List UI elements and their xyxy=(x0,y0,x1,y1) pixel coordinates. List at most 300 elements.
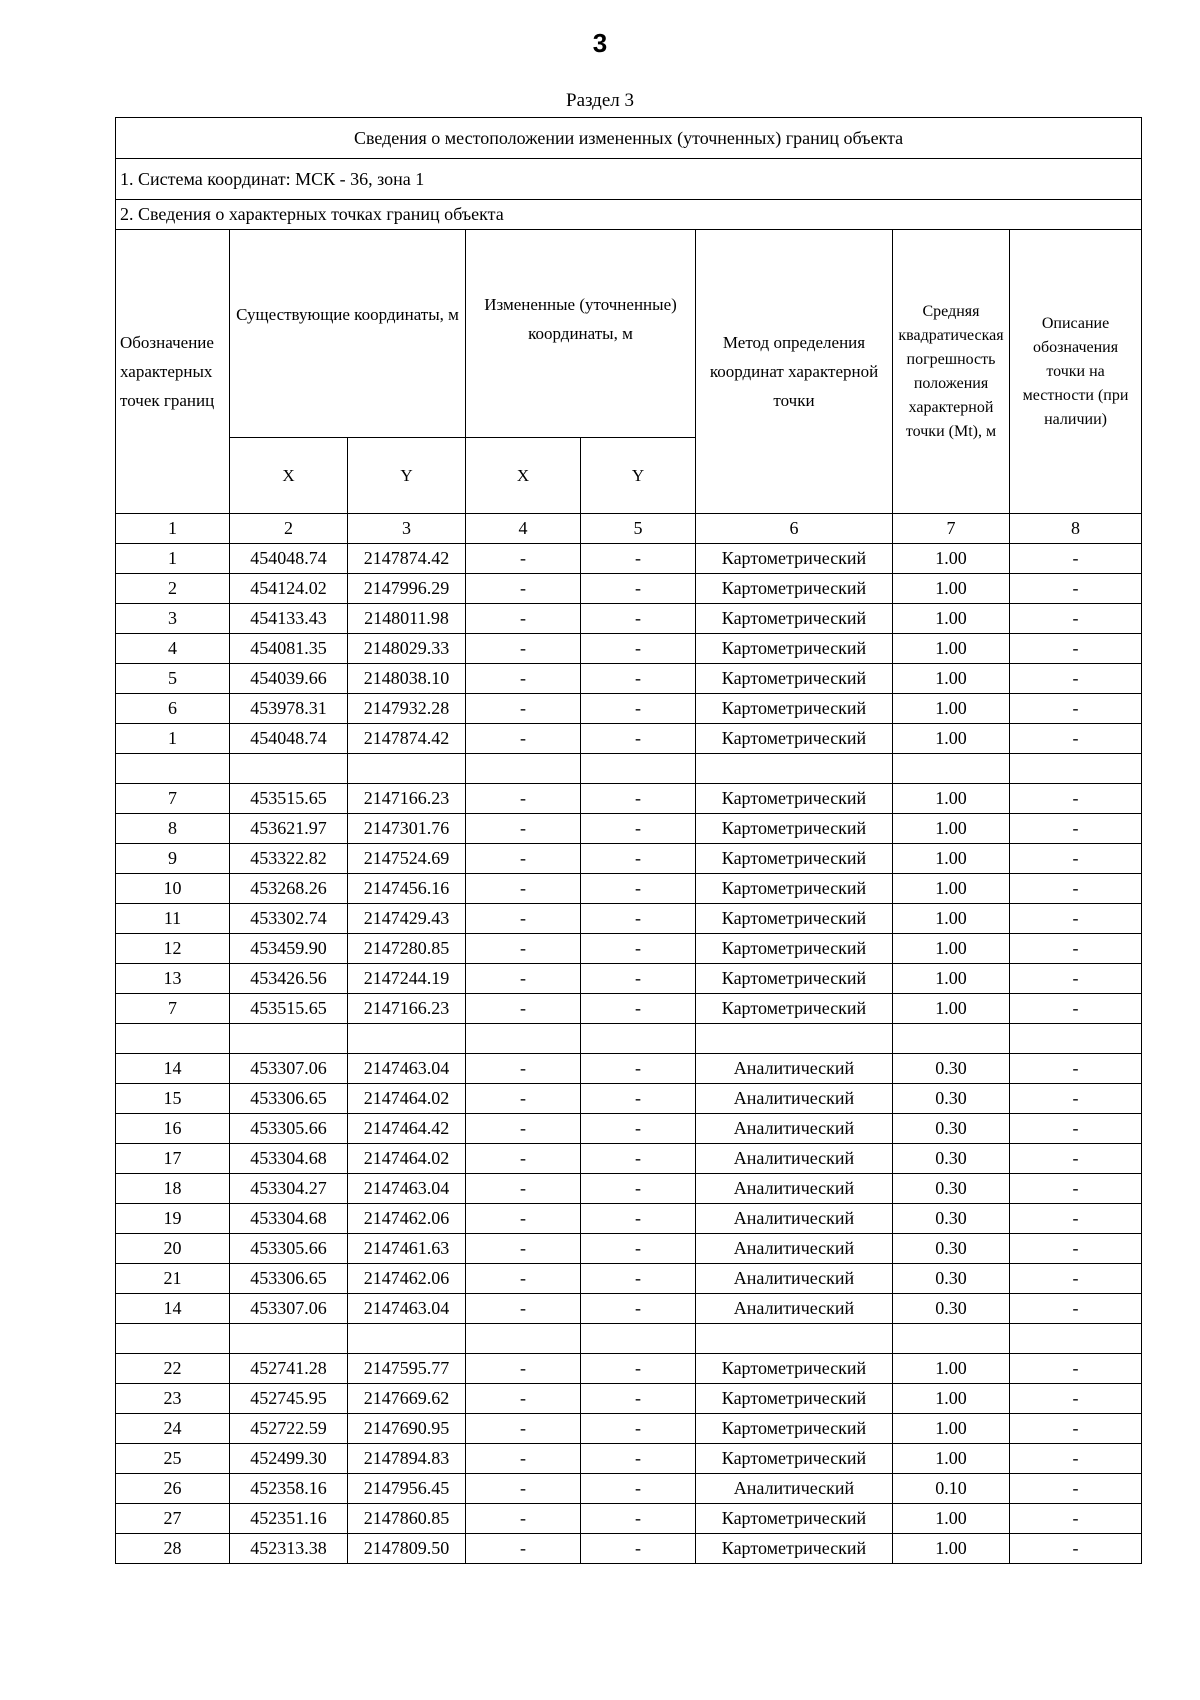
existing-y-cell: 2147996.29 xyxy=(348,574,466,604)
existing-y-cell: 2147464.02 xyxy=(348,1144,466,1174)
existing-x-cell: 453304.27 xyxy=(230,1174,348,1204)
description-cell: - xyxy=(1010,1384,1142,1414)
accuracy-cell: 0.30 xyxy=(893,1204,1010,1234)
changed-y-cell: - xyxy=(581,724,696,754)
column-number: 6 xyxy=(696,514,893,544)
method-cell: Картометрический xyxy=(696,694,893,724)
point-id-cell: 18 xyxy=(116,1174,230,1204)
table-body xyxy=(116,118,1142,1564)
description-cell: - xyxy=(1010,814,1142,844)
method-cell: Картометрический xyxy=(696,1384,893,1414)
point-id-cell: 4 xyxy=(116,634,230,664)
existing-y-cell: 2148038.10 xyxy=(348,664,466,694)
existing-x-cell: 453426.56 xyxy=(230,964,348,994)
coordinates-table xyxy=(115,117,1142,1564)
description-cell: - xyxy=(1010,664,1142,694)
column-number-row xyxy=(116,514,1142,544)
point-id-cell: 28 xyxy=(116,1534,230,1564)
accuracy-cell: 1.00 xyxy=(893,994,1010,1024)
existing-x-cell: 453307.06 xyxy=(230,1294,348,1324)
existing-y-cell: 2147244.19 xyxy=(348,964,466,994)
empty-cell xyxy=(1010,1024,1142,1054)
existing-y-cell: 2147464.02 xyxy=(348,1084,466,1114)
description-cell: - xyxy=(1010,784,1142,814)
method-cell: Картометрический xyxy=(696,814,893,844)
existing-y-cell: 2147595.77 xyxy=(348,1354,466,1384)
changed-y-cell: - xyxy=(581,1144,696,1174)
accuracy-cell: 0.30 xyxy=(893,1144,1010,1174)
coord-system: 1. Система координат: МСК - 36, зона 1 xyxy=(116,159,1142,200)
accuracy-cell: 1.00 xyxy=(893,664,1010,694)
point-id-cell: 23 xyxy=(116,1384,230,1414)
existing-x-cell: 453322.82 xyxy=(230,844,348,874)
existing-x-cell: 452351.16 xyxy=(230,1504,348,1534)
description-cell: - xyxy=(1010,1354,1142,1384)
table-row xyxy=(116,1534,1142,1564)
existing-x-cell: 453515.65 xyxy=(230,784,348,814)
point-id-cell: 21 xyxy=(116,1264,230,1294)
column-number: 2 xyxy=(230,514,348,544)
empty-cell xyxy=(893,1024,1010,1054)
spacer-row xyxy=(116,1024,1142,1054)
point-id-cell: 13 xyxy=(116,964,230,994)
table-row xyxy=(116,904,1142,934)
points-heading: 2. Сведения о характерных точках границ объекта xyxy=(116,200,1142,230)
accuracy-cell: 1.00 xyxy=(893,1354,1010,1384)
changed-y-cell: - xyxy=(581,1354,696,1384)
method-cell: Картометрический xyxy=(696,964,893,994)
changed-x-cell: - xyxy=(466,1264,581,1294)
empty-cell xyxy=(581,754,696,784)
existing-x-cell: 453268.26 xyxy=(230,874,348,904)
description-cell: - xyxy=(1010,1534,1142,1564)
method-cell: Аналитический xyxy=(696,1114,893,1144)
changed-y-cell: - xyxy=(581,1534,696,1564)
existing-y-cell: 2147464.42 xyxy=(348,1114,466,1144)
existing-y-cell: 2147461.63 xyxy=(348,1234,466,1264)
table-row xyxy=(116,1504,1142,1534)
empty-cell xyxy=(696,1024,893,1054)
table-row xyxy=(116,1084,1142,1114)
method-cell: Картометрический xyxy=(696,1354,893,1384)
description-cell: - xyxy=(1010,1444,1142,1474)
coord-system-row xyxy=(116,159,1142,200)
changed-x-cell: - xyxy=(466,1234,581,1264)
existing-y-cell: 2147280.85 xyxy=(348,934,466,964)
empty-cell xyxy=(348,1024,466,1054)
method-cell: Аналитический xyxy=(696,1234,893,1264)
empty-cell xyxy=(116,1024,230,1054)
empty-cell xyxy=(1010,1324,1142,1354)
changed-x-cell: - xyxy=(466,1414,581,1444)
changed-x-cell: - xyxy=(466,634,581,664)
table-row xyxy=(116,1414,1142,1444)
table-row xyxy=(116,994,1142,1024)
table-row xyxy=(116,694,1142,724)
point-id-cell: 22 xyxy=(116,1354,230,1384)
existing-y-cell: 2147894.83 xyxy=(348,1444,466,1474)
description-cell: - xyxy=(1010,1114,1142,1144)
accuracy-cell: 1.00 xyxy=(893,1444,1010,1474)
existing-y-cell: 2147166.23 xyxy=(348,784,466,814)
method-cell: Картометрический xyxy=(696,784,893,814)
accuracy-cell: 1.00 xyxy=(893,904,1010,934)
changed-y-cell: - xyxy=(581,1474,696,1504)
existing-y-cell: 2147874.42 xyxy=(348,724,466,754)
accuracy-cell: 1.00 xyxy=(893,724,1010,754)
existing-x-cell: 453302.74 xyxy=(230,904,348,934)
header-accuracy: Средняя квадратическая погрешность положения характерной точки (Mt), м xyxy=(893,230,1010,514)
existing-x-cell: 452499.30 xyxy=(230,1444,348,1474)
existing-y-cell: 2147932.28 xyxy=(348,694,466,724)
description-cell: - xyxy=(1010,604,1142,634)
changed-x-cell: - xyxy=(466,1114,581,1144)
changed-y-cell: - xyxy=(581,904,696,934)
empty-cell xyxy=(466,754,581,784)
accuracy-cell: 0.30 xyxy=(893,1054,1010,1084)
existing-y-cell: 2147463.04 xyxy=(348,1294,466,1324)
existing-y-cell: 2148029.33 xyxy=(348,634,466,664)
description-cell: - xyxy=(1010,1474,1142,1504)
header-changed-y: Y xyxy=(581,438,696,514)
method-cell: Картометрический xyxy=(696,724,893,754)
changed-y-cell: - xyxy=(581,664,696,694)
description-cell: - xyxy=(1010,934,1142,964)
header-changed: Измененные (уточненные) координаты, м xyxy=(466,230,696,438)
header-method: Метод определения координат характерной точки xyxy=(696,230,893,514)
existing-y-cell: 2147669.62 xyxy=(348,1384,466,1414)
table-title: Сведения о местоположении измененных (уточненных) границ объекта xyxy=(116,118,1142,159)
existing-x-cell: 452741.28 xyxy=(230,1354,348,1384)
description-cell: - xyxy=(1010,964,1142,994)
existing-x-cell: 452358.16 xyxy=(230,1474,348,1504)
description-cell: - xyxy=(1010,1144,1142,1174)
existing-x-cell: 452313.38 xyxy=(230,1534,348,1564)
accuracy-cell: 0.30 xyxy=(893,1234,1010,1264)
empty-cell xyxy=(696,1324,893,1354)
changed-x-cell: - xyxy=(466,1534,581,1564)
changed-y-cell: - xyxy=(581,1204,696,1234)
existing-x-cell: 453305.66 xyxy=(230,1114,348,1144)
changed-x-cell: - xyxy=(466,1504,581,1534)
method-cell: Аналитический xyxy=(696,1144,893,1174)
changed-x-cell: - xyxy=(466,1054,581,1084)
method-cell: Картометрический xyxy=(696,874,893,904)
existing-y-cell: 2147429.43 xyxy=(348,904,466,934)
changed-x-cell: - xyxy=(466,724,581,754)
empty-cell xyxy=(230,1024,348,1054)
table-row xyxy=(116,1174,1142,1204)
existing-y-cell: 2147874.42 xyxy=(348,544,466,574)
column-number: 8 xyxy=(1010,514,1142,544)
accuracy-cell: 0.30 xyxy=(893,1264,1010,1294)
changed-y-cell: - xyxy=(581,1414,696,1444)
changed-y-cell: - xyxy=(581,634,696,664)
point-id-cell: 7 xyxy=(116,784,230,814)
description-cell: - xyxy=(1010,1054,1142,1084)
description-cell: - xyxy=(1010,694,1142,724)
changed-x-cell: - xyxy=(466,664,581,694)
point-id-cell: 14 xyxy=(116,1294,230,1324)
table-row xyxy=(116,1474,1142,1504)
table-row xyxy=(116,634,1142,664)
description-cell: - xyxy=(1010,874,1142,904)
changed-x-cell: - xyxy=(466,604,581,634)
empty-cell xyxy=(466,1324,581,1354)
accuracy-cell: 1.00 xyxy=(893,1414,1010,1444)
table-title-row xyxy=(116,118,1142,159)
existing-x-cell: 453305.66 xyxy=(230,1234,348,1264)
method-cell: Картометрический xyxy=(696,1534,893,1564)
existing-x-cell: 452722.59 xyxy=(230,1414,348,1444)
existing-x-cell: 454081.35 xyxy=(230,634,348,664)
table-row xyxy=(116,1234,1142,1264)
description-cell: - xyxy=(1010,904,1142,934)
table-row xyxy=(116,1354,1142,1384)
changed-y-cell: - xyxy=(581,784,696,814)
existing-x-cell: 453459.90 xyxy=(230,934,348,964)
changed-x-cell: - xyxy=(466,934,581,964)
changed-x-cell: - xyxy=(466,904,581,934)
accuracy-cell: 0.30 xyxy=(893,1294,1010,1324)
existing-y-cell: 2147690.95 xyxy=(348,1414,466,1444)
changed-y-cell: - xyxy=(581,574,696,604)
changed-y-cell: - xyxy=(581,1444,696,1474)
column-number: 7 xyxy=(893,514,1010,544)
changed-y-cell: - xyxy=(581,1234,696,1264)
point-id-cell: 5 xyxy=(116,664,230,694)
description-cell: - xyxy=(1010,634,1142,664)
accuracy-cell: 0.30 xyxy=(893,1084,1010,1114)
column-number: 1 xyxy=(116,514,230,544)
table-row xyxy=(116,724,1142,754)
accuracy-cell: 1.00 xyxy=(893,604,1010,634)
existing-y-cell: 2147462.06 xyxy=(348,1264,466,1294)
changed-y-cell: - xyxy=(581,544,696,574)
existing-y-cell: 2147166.23 xyxy=(348,994,466,1024)
changed-y-cell: - xyxy=(581,1294,696,1324)
existing-x-cell: 453978.31 xyxy=(230,694,348,724)
point-id-cell: 8 xyxy=(116,814,230,844)
method-cell: Аналитический xyxy=(696,1264,893,1294)
changed-y-cell: - xyxy=(581,1504,696,1534)
changed-y-cell: - xyxy=(581,964,696,994)
table-row xyxy=(116,784,1142,814)
changed-y-cell: - xyxy=(581,814,696,844)
description-cell: - xyxy=(1010,1174,1142,1204)
point-id-cell: 15 xyxy=(116,1084,230,1114)
table-row xyxy=(116,844,1142,874)
method-cell: Картометрический xyxy=(696,904,893,934)
accuracy-cell: 1.00 xyxy=(893,814,1010,844)
description-cell: - xyxy=(1010,1204,1142,1234)
empty-cell xyxy=(581,1324,696,1354)
table-row xyxy=(116,604,1142,634)
changed-y-cell: - xyxy=(581,1114,696,1144)
point-id-cell: 3 xyxy=(116,604,230,634)
accuracy-cell: 1.00 xyxy=(893,574,1010,604)
table-row xyxy=(116,874,1142,904)
existing-y-cell: 2147860.85 xyxy=(348,1504,466,1534)
existing-y-cell: 2147809.50 xyxy=(348,1534,466,1564)
table-row xyxy=(116,1384,1142,1414)
description-cell: - xyxy=(1010,1264,1142,1294)
existing-y-cell: 2147524.69 xyxy=(348,844,466,874)
header-description: Описание обозначения точки на местности (при наличии) xyxy=(1010,230,1142,514)
method-cell: Картометрический xyxy=(696,604,893,634)
method-cell: Аналитический xyxy=(696,1174,893,1204)
point-id-cell: 1 xyxy=(116,724,230,754)
spacer-row xyxy=(116,1324,1142,1354)
existing-x-cell: 453307.06 xyxy=(230,1054,348,1084)
description-cell: - xyxy=(1010,1504,1142,1534)
method-cell: Аналитический xyxy=(696,1294,893,1324)
empty-cell xyxy=(230,754,348,784)
changed-x-cell: - xyxy=(466,574,581,604)
changed-y-cell: - xyxy=(581,1054,696,1084)
header-existing-x: X xyxy=(230,438,348,514)
existing-x-cell: 453621.97 xyxy=(230,814,348,844)
description-cell: - xyxy=(1010,574,1142,604)
column-number: 4 xyxy=(466,514,581,544)
accuracy-cell: 1.00 xyxy=(893,964,1010,994)
accuracy-cell: 1.00 xyxy=(893,934,1010,964)
changed-x-cell: - xyxy=(466,544,581,574)
changed-x-cell: - xyxy=(466,1444,581,1474)
point-id-cell: 1 xyxy=(116,544,230,574)
description-cell: - xyxy=(1010,544,1142,574)
page-number: 3 xyxy=(592,28,608,58)
table-row xyxy=(116,1294,1142,1324)
method-cell: Картометрический xyxy=(696,934,893,964)
description-cell: - xyxy=(1010,1084,1142,1114)
changed-y-cell: - xyxy=(581,1174,696,1204)
changed-x-cell: - xyxy=(466,784,581,814)
changed-x-cell: - xyxy=(466,694,581,724)
header-changed-x: X xyxy=(466,438,581,514)
changed-y-cell: - xyxy=(581,694,696,724)
column-number: 5 xyxy=(581,514,696,544)
changed-x-cell: - xyxy=(466,1204,581,1234)
changed-x-cell: - xyxy=(466,1474,581,1504)
accuracy-cell: 1.00 xyxy=(893,1384,1010,1414)
method-cell: Картометрический xyxy=(696,544,893,574)
header-existing-y: Y xyxy=(348,438,466,514)
point-id-cell: 16 xyxy=(116,1114,230,1144)
existing-x-cell: 453304.68 xyxy=(230,1144,348,1174)
existing-y-cell: 2147463.04 xyxy=(348,1174,466,1204)
header-row xyxy=(116,230,1142,438)
changed-y-cell: - xyxy=(581,1384,696,1414)
method-cell: Аналитический xyxy=(696,1204,893,1234)
table-row xyxy=(116,1204,1142,1234)
changed-y-cell: - xyxy=(581,844,696,874)
changed-x-cell: - xyxy=(466,844,581,874)
accuracy-cell: 0.10 xyxy=(893,1474,1010,1504)
description-cell: - xyxy=(1010,844,1142,874)
point-id-cell: 11 xyxy=(116,904,230,934)
existing-x-cell: 454039.66 xyxy=(230,664,348,694)
header-existing: Существующие координаты, м xyxy=(230,230,466,438)
changed-x-cell: - xyxy=(466,874,581,904)
existing-x-cell: 453306.65 xyxy=(230,1084,348,1114)
description-cell: - xyxy=(1010,994,1142,1024)
point-id-cell: 26 xyxy=(116,1474,230,1504)
method-cell: Картометрический xyxy=(696,844,893,874)
table-row xyxy=(116,1444,1142,1474)
accuracy-cell: 1.00 xyxy=(893,784,1010,814)
points-heading-row xyxy=(116,200,1142,230)
point-id-cell: 20 xyxy=(116,1234,230,1264)
description-cell: - xyxy=(1010,1414,1142,1444)
point-id-cell: 2 xyxy=(116,574,230,604)
table-row xyxy=(116,664,1142,694)
changed-y-cell: - xyxy=(581,1264,696,1294)
empty-cell xyxy=(1010,754,1142,784)
table-row xyxy=(116,574,1142,604)
table-row xyxy=(116,544,1142,574)
section-title: Раздел 3 xyxy=(566,90,634,111)
table-row xyxy=(116,1114,1142,1144)
changed-y-cell: - xyxy=(581,934,696,964)
point-id-cell: 6 xyxy=(116,694,230,724)
changed-x-cell: - xyxy=(466,964,581,994)
accuracy-cell: 0.30 xyxy=(893,1114,1010,1144)
method-cell: Аналитический xyxy=(696,1474,893,1504)
accuracy-cell: 1.00 xyxy=(893,1534,1010,1564)
table-row xyxy=(116,1144,1142,1174)
point-id-cell: 10 xyxy=(116,874,230,904)
table-row xyxy=(116,964,1142,994)
existing-x-cell: 453304.68 xyxy=(230,1204,348,1234)
changed-y-cell: - xyxy=(581,604,696,634)
point-id-cell: 17 xyxy=(116,1144,230,1174)
method-cell: Картометрический xyxy=(696,994,893,1024)
empty-cell xyxy=(348,754,466,784)
method-cell: Картометрический xyxy=(696,1414,893,1444)
empty-cell xyxy=(893,1324,1010,1354)
changed-x-cell: - xyxy=(466,1294,581,1324)
method-cell: Картометрический xyxy=(696,1444,893,1474)
existing-y-cell: 2147956.45 xyxy=(348,1474,466,1504)
point-id-cell: 19 xyxy=(116,1204,230,1234)
method-cell: Аналитический xyxy=(696,1054,893,1084)
existing-x-cell: 454048.74 xyxy=(230,724,348,754)
point-id-cell: 9 xyxy=(116,844,230,874)
changed-x-cell: - xyxy=(466,1084,581,1114)
empty-cell xyxy=(116,754,230,784)
existing-y-cell: 2148011.98 xyxy=(348,604,466,634)
empty-cell xyxy=(466,1024,581,1054)
table-row xyxy=(116,814,1142,844)
changed-x-cell: - xyxy=(466,814,581,844)
existing-y-cell: 2147301.76 xyxy=(348,814,466,844)
empty-cell xyxy=(696,754,893,784)
existing-y-cell: 2147462.06 xyxy=(348,1204,466,1234)
point-id-cell: 12 xyxy=(116,934,230,964)
existing-x-cell: 454133.43 xyxy=(230,604,348,634)
method-cell: Картометрический xyxy=(696,634,893,664)
existing-x-cell: 454048.74 xyxy=(230,544,348,574)
accuracy-cell: 1.00 xyxy=(893,694,1010,724)
method-cell: Аналитический xyxy=(696,1084,893,1114)
method-cell: Картометрический xyxy=(696,574,893,604)
existing-x-cell: 453515.65 xyxy=(230,994,348,1024)
existing-x-cell: 453306.65 xyxy=(230,1264,348,1294)
point-id-cell: 24 xyxy=(116,1414,230,1444)
column-number: 3 xyxy=(348,514,466,544)
empty-cell xyxy=(116,1324,230,1354)
